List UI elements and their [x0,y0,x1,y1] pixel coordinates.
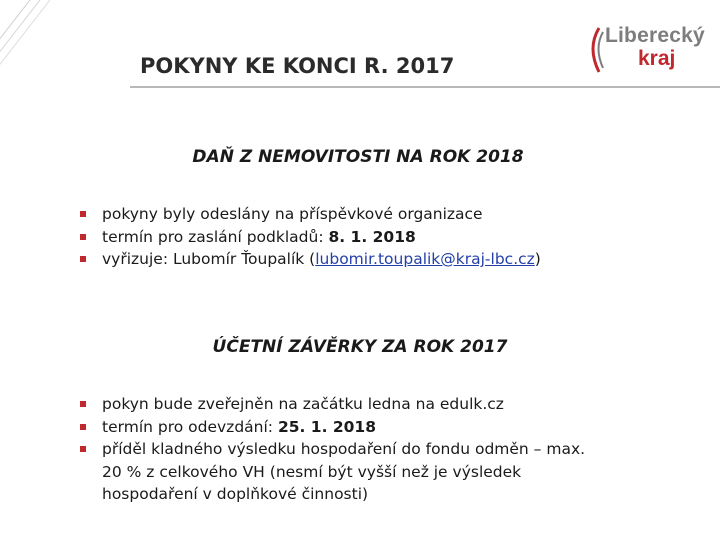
list-item [78,438,585,506]
list-item-text: termín pro zaslání podkladů: [102,227,329,246]
liberecky-kraj-logo [585,24,705,74]
logo-text-kraj: kraj [638,47,676,70]
bullet-square-icon [80,401,86,407]
list-item [78,393,585,416]
list-item-text: pokyn bude zveřejněn na začátku ledna na edulk.cz [102,395,504,413]
section-heading-financial-statements: ÚČETNÍ ZÁVĚRKY ZA ROK 2017 [212,337,508,357]
financial-statements-list [78,393,585,506]
property-tax-list [78,203,541,271]
bullet-square-icon [80,256,86,262]
list-item-text: termín pro odevzdání: [102,417,278,436]
bullet-square-icon [80,234,86,240]
list-item [78,226,541,249]
list-item [78,416,585,439]
logo-text-liberecky: Liberecký [605,24,705,47]
list-item-text: pokyny byly odeslány na příspěvkové organizace [102,205,483,223]
title-divider [130,86,720,88]
deadline-date: 8. 1. 2018 [328,227,416,246]
list-item-text: vyřizuje: Lubomír Ťoupalík ( [102,250,316,268]
list-item-text-line3: hospodaření v doplňkové činnosti) [102,485,369,503]
email-link[interactable]: lubomir.toupalik@kraj-lbc.cz [315,250,535,268]
list-item [78,203,541,226]
bullet-square-icon [80,424,86,430]
list-item [78,248,541,271]
list-item-text-line2: 20 % z celkového VH (nesmí být vyšší než je výsledek [102,462,522,481]
slide-title: POKYNY KE KONCI R. 2017 [140,54,455,78]
bullet-square-icon [80,211,86,217]
section-heading-property-tax: DAŇ Z NEMOVITOSTI NA ROK 2018 [192,147,524,167]
logo-mark-icon [585,26,605,76]
list-item-text-line1: příděl kladného výsledku hospodaření do fondu odměn – max. [102,440,586,458]
deadline-date: 25. 1. 2018 [277,417,377,436]
list-item-text-close: ) [534,250,541,268]
bullet-square-icon [80,446,86,452]
